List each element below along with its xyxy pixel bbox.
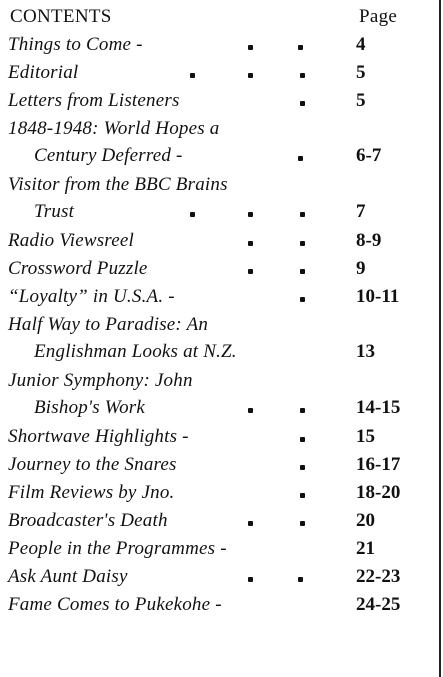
entry-title-line: Fame Comes to Pukekohe - [8,594,222,615]
entry-page: 18-20 [356,482,401,503]
contents-entry [8,314,433,370]
entry-page: 24-25 [356,594,401,615]
contents-entry [8,566,433,594]
entry-page: 16-17 [356,454,401,475]
entry-page: 4 [356,34,366,55]
leader-dot [300,465,305,470]
entry-title-line: “Loyalty” in U.S.A. - [8,286,175,307]
leader-dot [248,521,253,526]
leader-dot [248,241,253,246]
entry-title-line: Trust [34,201,75,222]
leader-dot [248,408,253,413]
contents-entry [8,594,433,622]
entry-title-line: Shortwave Highlights - [8,426,189,447]
entry-page: 6-7 [356,145,382,166]
contents-entry [8,90,433,118]
leader-dot [298,45,303,50]
entry-title-line: Century Deferred - [34,145,183,166]
entry-page: 5 [356,90,366,111]
entry-page: 14-15 [356,397,401,418]
contents-entry [8,62,433,90]
entry-title-line: Englishman Looks at N.Z. [34,341,237,362]
leader-dot [190,73,195,78]
entry-title-line: 1848-1948: World Hopes a [8,118,220,139]
leader-dot [300,269,305,274]
contents-entry [8,174,433,230]
contents-entry [8,230,433,258]
contents-entry [8,34,433,62]
leader-dot [300,437,305,442]
leader-dot [248,577,253,582]
entry-title-line: Bishop's Work [34,397,145,418]
leader-dot [248,73,253,78]
entry-title-line: Visitor from the BBC Brains [8,174,228,195]
entry-page: 7 [356,201,366,222]
contents-list [8,34,433,622]
leader-dot [300,101,305,106]
entry-page: 13 [356,341,375,362]
contents-entry [8,454,433,482]
page-column-label: Page [359,6,398,27]
leader-dot [300,297,305,302]
entry-page: 5 [356,62,366,83]
contents-entry [8,118,433,174]
contents-entry [8,510,433,538]
entry-title-line: Journey to the Snares [8,454,177,475]
entry-page: 22-23 [356,566,401,587]
contents-entry [8,426,433,454]
contents-title: CONTENTS [10,6,112,27]
contents-entry [8,286,433,314]
contents-entry [8,538,433,566]
contents-entry [8,370,433,426]
entry-page: 21 [356,538,375,559]
contents-entry [8,258,433,286]
leader-dot [298,156,303,161]
entry-title-line: Radio Viewsreel [8,230,134,251]
leader-dot [300,241,305,246]
entry-title-line: Letters from Listeners [8,90,180,111]
leader-dot [300,73,305,78]
entry-page: 20 [356,510,375,531]
entry-title-line: Editorial [8,62,79,83]
entry-title-line: Junior Symphony: John [8,370,193,391]
leader-dot [190,212,195,217]
leader-dot [300,408,305,413]
entry-title-line: Broadcaster's Death [8,510,168,531]
entry-title-line: Things to Come - [8,34,143,55]
leader-dot [300,521,305,526]
leader-dot [300,493,305,498]
leader-dot [248,212,253,217]
entry-page: 15 [356,426,375,447]
entry-title-line: People in the Programmes - [8,538,227,559]
column-rule [439,0,441,677]
contents-entry [8,482,433,510]
entry-page: 9 [356,258,366,279]
entry-title-line: Crossword Puzzle [8,258,148,279]
entry-title-line: Half Way to Paradise: An [8,314,209,335]
leader-dot [298,577,303,582]
leader-dot [300,212,305,217]
entry-title-line: Film Reviews by Jno. [8,482,175,503]
entry-page: 10-11 [356,286,400,307]
leader-dot [248,269,253,274]
leader-dot [248,45,253,50]
contents-header [10,6,430,32]
entry-page: 8-9 [356,230,382,251]
entry-title-line: Ask Aunt Daisy [8,566,128,587]
